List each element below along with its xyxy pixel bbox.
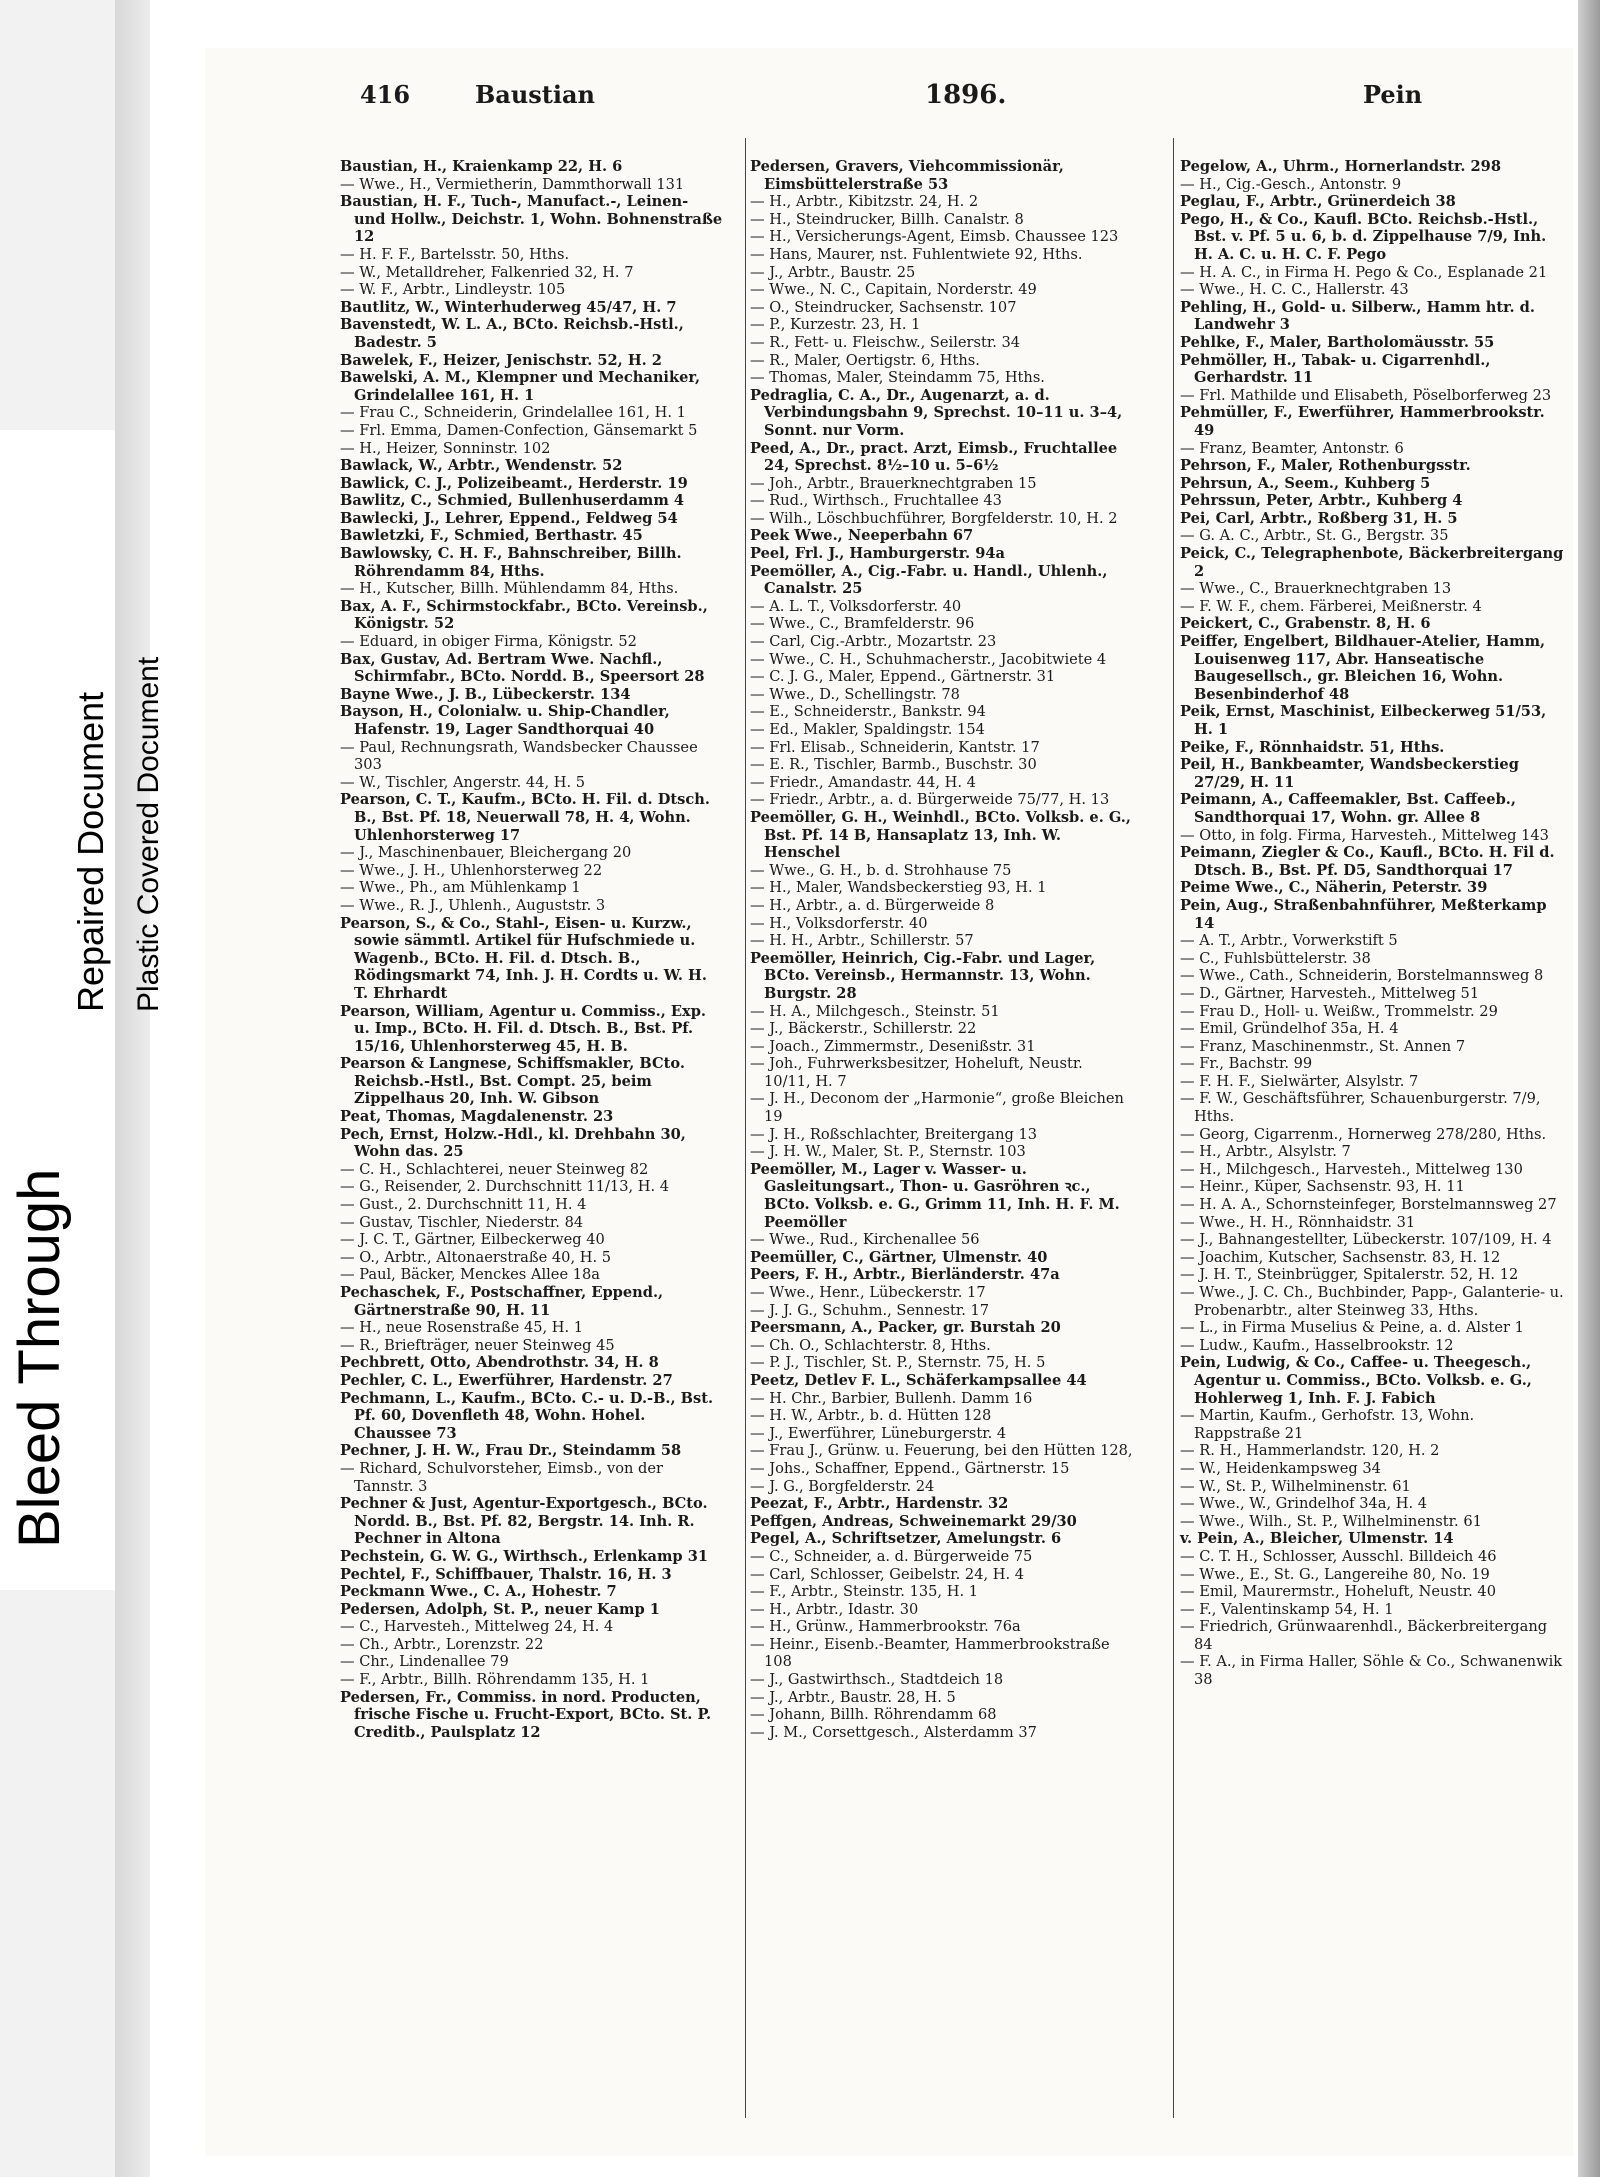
directory-entry: Pehlke, F., Maler, Bartholomäusstr. 55 (1180, 333, 1495, 351)
directory-entry: Bawlitz, C., Schmied, Bullenhuserdamm 4 (340, 492, 685, 510)
directory-entry: — W., St. P., Wilhelminenstr. 61 (1180, 1477, 1411, 1495)
directory-entry: Pech, Ernst, Holzw.-Hdl., kl. Drehbahn 30, Wohn das. 25 (340, 1125, 686, 1161)
directory-entry: — Ch. O., Schlachterstr. 8, Hths. (750, 1336, 991, 1354)
directory-entry: — H., neue Rosenstraße 45, H. 1 (340, 1319, 584, 1337)
right-catchword: Pein (1363, 80, 1423, 109)
directory-entry: Pedersen, Fr., Commiss. in nord. Producten, frische Fische u. Frucht-Export, BCto. St. P. Creditb., Paulsplatz 12 (340, 1688, 712, 1741)
directory-entry: Bavenstedt, W. L. A., BCto. Reichsb.-Hstl., Badestr. 5 (340, 316, 684, 351)
directory-entry: — Frau C., Schneiderin, Grindelallee 161, H. 1 (340, 404, 686, 422)
directory-entry: — Heinr., Eisenb.-Beamter, Hammerbrookstraße 108 (750, 1635, 1110, 1671)
directory-entry: Bawelski, A. M., Klempner und Mechaniker, Grindelallee 161, H. 1 (340, 369, 701, 404)
directory-entry: — Emil, Gründelhof 35a, H. 4 (1180, 1020, 1399, 1038)
directory-entry: — C. J. G., Maler, Eppend., Gärtnerstr. 31 (750, 668, 1056, 686)
directory-entry: — H., Steindrucker, Billh. Canalstr. 8 (750, 210, 1024, 228)
directory-entry: — H. W., Arbtr., b. d. Hütten 128 (750, 1407, 992, 1425)
directory-entry: Pei, Carl, Arbtr., Roßberg 31, H. 5 (1180, 509, 1458, 527)
directory-entry: Bautlitz, W., Winterhuderweg 45/47, H. 7 (340, 298, 677, 316)
directory-entry: — H. Chr., Barbier, Bullenh. Damm 16 (750, 1389, 1033, 1407)
directory-entry: — A. L. T., Volksdorferstr. 40 (750, 597, 962, 615)
directory-entry: Pechler, C. L., Ewerführer, Hardenstr. 27 (340, 1371, 673, 1389)
directory-entry: Pearson, S., & Co., Stahl-, Eisen- u. Kurzw., sowie sämmtl. Artikel für Hufschmiede u. Wagenb., BCto. H. Fil. d. Dtsch. B., Rödingsmarkt 74, Inh. J. H. Cordts u. W. H. T. Ehrhardt (340, 914, 707, 1002)
directory-entry: Bayson, H., Colonialw. u. Ship-Chandler, Hafenstr. 19, Lager Sandthorquai 40 (340, 703, 670, 738)
plastic-cover-edge (115, 0, 150, 2177)
directory-entry: Peimann, A., Caffeemakler, Bst. Caffeeb., Sandthorquai 17, Wohn. gr. Allee 8 (1180, 791, 1516, 826)
directory-entry: — Thomas, Maler, Steindamm 75, Hths. (750, 369, 1045, 387)
directory-entry: — C. H., Schlachterei, neuer Steinweg 82 (340, 1160, 649, 1178)
directory-entry: Peat, Thomas, Magdalenenstr. 23 (340, 1108, 614, 1126)
directory-entry: — C., Harvesteh., Mittelweg 24, H. 4 (340, 1618, 614, 1636)
directory-entry: — Otto, in folg. Firma, Harvesteh., Mittelweg 143 (1180, 826, 1549, 844)
directory-entry: Bawelek, F., Heizer, Jenischstr. 52, H. 2 (340, 351, 662, 369)
directory-entry: — Martin, Kaufm., Gerhofstr. 13, Wohn. Rappstraße 21 (1180, 1407, 1475, 1442)
directory-entry: — J. H., Deconom der „Harmonie“, große Bleichen 19 (750, 1090, 1124, 1126)
directory-entry: Pehmüller, F., Ewerführer, Hammerbrookstr. 49 (1180, 404, 1545, 439)
directory-entry: — Ed., Makler, Spaldingstr. 154 (750, 721, 985, 738)
directory-entry: Peed, A., Dr., pract. Arzt, Eimsb., Fruchtallee 24, Sprechst. 8½–10 u. 5–6½ (750, 439, 1118, 475)
directory-entry: — J., Maschinenbauer, Bleichergang 20 (340, 844, 632, 862)
directory-entry: Peimann, Ziegler & Co., Kaufl., BCto. H. Fil d. Dtsch. B., Bst. Pf. D5, Sandthorquai 17 (1180, 844, 1555, 879)
middle-column (750, 158, 1134, 1741)
directory-entry: — J. H. W., Maler, St. P., Sternstr. 103 (750, 1143, 1026, 1161)
directory-entry: Pechner, J. H. W., Frau Dr., Steindamm 58 (340, 1442, 682, 1460)
directory-entry: — Wwe., C. H., Schuhmacherstr., Jacobitwiete 4 (750, 650, 1107, 668)
directory-entry: — J. J. G., Schuhm., Sennestr. 17 (750, 1301, 990, 1319)
directory-entry: — Carl, Schlosser, Geibelstr. 24, H. 4 (750, 1565, 1025, 1583)
directory-entry: Pearson, C. T., Kaufm., BCto. H. Fil. d. Dtsch. B., Bst. Pf. 18, Neuerwall 78, H. 4, Wohn. Uhlenhorsterweg 17 (340, 791, 710, 844)
directory-entry: Pehmöller, H., Tabak- u. Cigarrenhdl., Gerhardstr. 11 (1180, 351, 1491, 387)
directory-entry: — H., Cig.-Gesch., Antonstr. 9 (1180, 175, 1402, 193)
directory-entry: — J., Arbtr., Baustr. 28, H. 5 (750, 1688, 956, 1706)
page-year: 1896. (925, 80, 1007, 110)
directory-entry: Pehling, H., Gold- u. Silberw., Hamm htr. d. Landwehr 3 (1180, 298, 1535, 334)
directory-entry: — H. H., Arbtr., Schillerstr. 57 (750, 932, 974, 950)
directory-entry: — Joh., Arbtr., Brauerknechtgraben 15 (750, 474, 1037, 492)
directory-entry: — Frl. Emma, Damen-Confection, Gänsemarkt 5 (340, 421, 698, 439)
directory-entry: Peime Wwe., C., Näherin, Peterstr. 39 (1180, 879, 1488, 897)
left-scan-strip (0, 0, 150, 2177)
directory-entry: — Chr., Lindenallee 79 (340, 1653, 509, 1671)
directory-entry: — Rud., Wirthsch., Fruchtallee 43 (750, 492, 1002, 510)
directory-entry: Bayne Wwe., J. B., Lübeckerstr. 134 (340, 685, 631, 703)
left-catchword: Baustian (475, 80, 595, 109)
directory-entry: — Frau D., Holl- u. Weißw., Trommelstr. 29 (1180, 1002, 1498, 1020)
directory-entry: Bax, A. F., Schirmstockfabr., BCto. Vereinsb., Königstr. 52 (340, 597, 708, 633)
directory-entry: — F., Arbtr., Billh. Röhrendamm 135, H. 1 (340, 1671, 650, 1689)
directory-entry: Peil, H., Bankbeamter, Wandsbeckerstieg 27/29, H. 11 (1180, 756, 1519, 791)
directory-entry: — H., Arbtr., Alsylstr. 7 (1180, 1143, 1351, 1161)
directory-entry: — J. H., Roßschlachter, Breitergang 13 (750, 1125, 1038, 1143)
directory-entry: Peemöller, G. H., Weinhdl., BCto. Volksb. e. G., Bst. Pf. 14 B, Hansaplatz 13, Inh. W. Henschel (750, 808, 1131, 862)
directory-entry: — O., Steindrucker, Sachsenstr. 107 (750, 298, 1017, 316)
directory-entry: — Franz, Maschinenmstr., St. Annen 7 (1180, 1037, 1466, 1055)
page-header (205, 70, 1573, 116)
directory-entry: — H., Grünw., Hammerbrookstr. 76a (750, 1618, 1021, 1636)
directory-entry: Pechstein, G. W. G., Wirthsch., Erlenkamp 31 (340, 1547, 709, 1565)
directory-entry: — H. A. A., Schornsteinfeger, Borstelmannsweg 27 (1180, 1196, 1557, 1214)
directory-entry: — R., Briefträger, neuer Steinweg 45 (340, 1336, 615, 1354)
directory-entry: — F., Valentinskamp 54, H. 1 (1180, 1600, 1394, 1618)
directory-entry: Bawletzki, F., Schmied, Berthastr. 45 (340, 527, 643, 545)
directory-entry: Pearson, William, Agentur u. Commiss., Exp. u. Imp., BCto. H. Fil. d. Dtsch. B., Bst. Pf. 15/16, Uhlenhorsterweg 45, H. B. (340, 1002, 706, 1055)
directory-entry: Pegel, A., Schriftsetzer, Amelungstr. 6 (750, 1530, 1062, 1548)
directory-entry: — E. R., Tischler, Barmb., Buschstr. 30 (750, 756, 1037, 774)
directory-entry: — H. A. C., in Firma H. Pego & Co., Esplanade 21 (1180, 263, 1548, 281)
repaired-document-label: Repaired Document (70, 691, 111, 1012)
directory-entry: Pechaschek, F., Postschaffner, Eppend., Gärtnerstraße 90, H. 11 (340, 1284, 664, 1319)
directory-entry: Bawlecki, J., Lehrer, Eppend., Feldweg 54 (340, 509, 678, 527)
directory-entry: — W., Metalldreher, Falkenried 32, H. 7 (340, 263, 634, 281)
directory-entry: Bawlack, W., Arbtr., Wendenstr. 52 (340, 457, 623, 475)
left-column (340, 158, 724, 1741)
directory-entry: — Eduard, in obiger Firma, Königstr. 52 (340, 633, 637, 651)
directory-entry: Baustian, H., Kraienkamp 22, H. 6 (340, 158, 623, 175)
directory-entry: — Wwe., H. C. C., Hallerstr. 43 (1180, 281, 1409, 299)
directory-entry: — Joachim, Kutscher, Sachsenstr. 83, H. 12 (1180, 1248, 1501, 1266)
directory-entry: Peckmann Wwe., C. A., Hohestr. 7 (340, 1583, 617, 1601)
directory-entry: — L., in Firma Muselius & Peine, a. d. Alster 1 (1180, 1319, 1524, 1337)
directory-entry: — C. T. H., Schlosser, Ausschl. Billdeich 46 (1180, 1547, 1497, 1565)
directory-entry: — W. F., Arbtr., Lindleystr. 105 (340, 281, 566, 299)
directory-entry: — H., Arbtr., a. d. Bürgerweide 8 (750, 896, 995, 914)
directory-entry: — J. C. T., Gärtner, Eilbeckerweg 40 (340, 1231, 605, 1249)
directory-entry: — Heinr., Küper, Sachsenstr. 93, H. 11 (1180, 1178, 1465, 1196)
directory-entry: — H., Kutscher, Billh. Mühlendamm 84, Hths. (340, 580, 679, 598)
directory-entry: — R., Fett- u. Fleischw., Seilerstr. 34 (750, 333, 1021, 351)
directory-entry: — D., Gärtner, Harvesteh., Mittelweg 51 (1180, 984, 1480, 1002)
directory-entry: — J., Bahnangestellter, Lübeckerstr. 107/109, H. 4 (1180, 1231, 1552, 1249)
directory-entry: — H., Heizer, Sonninstr. 102 (340, 439, 551, 457)
directory-entry: Peemöller, A., Cig.-Fabr. u. Handl., Uhlenh., Canalstr. 25 (750, 562, 1108, 598)
directory-entry: — Wilh., Löschbuchführer, Borgfelderstr. 10, H. 2 (750, 509, 1118, 527)
directory-entry: Pechbrett, Otto, Abendrothstr. 34, H. 8 (340, 1354, 659, 1372)
directory-entry: — Friedr., Arbtr., a. d. Bürgerweide 75/77, H. 13 (750, 791, 1110, 809)
directory-entry: Peetz, Detlev F. L., Schäferkampsallee 44 (750, 1371, 1087, 1389)
directory-entry: Peersmann, A., Packer, gr. Burstah 20 (750, 1319, 1061, 1337)
right-column (1180, 158, 1564, 1689)
directory-entry: — Wwe., J. H., Uhlenhorsterweg 22 (340, 861, 603, 879)
directory-entry: — C., Schneider, a. d. Bürgerweide 75 (750, 1547, 1033, 1565)
directory-entry: — F. W., Geschäftsführer, Schauenburgerstr. 7/9, Hths. (1180, 1090, 1541, 1126)
directory-entry: Pego, H., & Co., Kaufl. BCto. Reichsb.-Hstl., Bst. v. Pf. 5 u. 6, b. d. Zippelhause 7/9, Inh. H. A. C. u. H. C. F. Pego (1180, 210, 1547, 263)
directory-entry: — Joach., Zimmermstr., Desenißstr. 31 (750, 1037, 1036, 1055)
directory-entry: Pedraglia, C. A., Dr., Augenarzt, a. d. Verbindungsbahn 9, Sprechst. 10–11 u. 3–4, Sonnt. nur Vorm. (750, 386, 1123, 439)
directory-entry: — Frl. Mathilde und Elisabeth, Pöselborferweg 23 (1180, 386, 1552, 404)
directory-entry: — Wwe., Cath., Schneiderin, Borstelmannsweg 8 (1180, 967, 1544, 985)
directory-entry: — Friedr., Amandastr. 44, H. 4 (750, 773, 976, 791)
directory-entry: — R. H., Hammerlandstr. 120, H. 2 (1180, 1442, 1440, 1460)
directory-entry: Pechtel, F., Schiffbauer, Thalstr. 16, H. 3 (340, 1565, 672, 1583)
directory-entry: — F. W. F., chem. Färberei, Meißnerstr. 4 (1180, 597, 1482, 615)
directory-entry: — R., Maler, Oertigstr. 6, Hths. (750, 351, 980, 369)
directory-entry: — P. J., Tischler, St. P., Sternstr. 75, H. 5 (750, 1354, 1046, 1372)
directory-entry: — H., Milchgesch., Harvesteh., Mittelweg 130 (1180, 1160, 1523, 1178)
directory-entry: — H. F. F., Bartelsstr. 50, Hths. (340, 245, 570, 263)
directory-entry: Pedersen, Adolph, St. P., neuer Kamp 1 (340, 1600, 660, 1618)
directory-entry: Pein, Aug., Straßenbahnführer, Meßterkamp 14 (1180, 896, 1547, 932)
directory-entry: — H., Arbtr., Kibitzstr. 24, H. 2 (750, 193, 979, 211)
directory-entry: — J., Bäckerstr., Schillerstr. 22 (750, 1020, 977, 1038)
directory-entry: Pedersen, Gravers, Viehcommissionär, Eimsbüttelerstraße 53 (750, 158, 1064, 193)
directory-entry: — H., Maler, Wandsbeckerstieg 93, H. 1 (750, 879, 1047, 897)
directory-entry: — Frau J., Grünw. u. Feuerung, bei den Hütten 128, (750, 1442, 1133, 1460)
directory-entry: — Wwe., C., Bramfelderstr. 96 (750, 615, 975, 633)
directory-entry: — Gustav, Tischler, Niederstr. 84 (340, 1213, 584, 1231)
directory-entry: — Richard, Schulvorsteher, Eimsb., von der Tannstr. 3 (340, 1459, 664, 1495)
directory-entry: — Carl, Cig.-Arbtr., Mozartstr. 23 (750, 633, 997, 651)
directory-entry: — Georg, Cigarrenm., Hornerweg 278/280, Hths. (1180, 1125, 1547, 1143)
directory-entry: — Johann, Billh. Röhrendamm 68 (750, 1706, 997, 1724)
directory-entry: Peffgen, Andreas, Schweinemarkt 29/30 (750, 1512, 1077, 1530)
directory-entry: — W., Heidenkampsweg 34 (1180, 1459, 1381, 1477)
directory-entry: — Hans, Maurer, nst. Fuhlentwiete 92, Hths. (750, 245, 1083, 263)
directory-entry: — Wwe., H., Vermietherin, Dammthorwall 131 (340, 175, 685, 193)
directory-entry: — Gust., 2. Durchschnitt 11, H. 4 (340, 1196, 587, 1214)
directory-entry: — F., Arbtr., Steinstr. 135, H. 1 (750, 1583, 979, 1601)
directory-entry: — Wwe., Ph., am Mühlenkamp 1 (340, 879, 581, 897)
directory-entry: — G., Reisender, 2. Durchschnitt 11/13, H. 4 (340, 1178, 670, 1196)
column-rule (745, 138, 746, 2118)
directory-entry: Pegelow, A., Uhrm., Hornerlandstr. 298 (1180, 158, 1501, 175)
column-rule (1173, 138, 1174, 2118)
directory-entry: — H., Volksdorferstr. 40 (750, 914, 928, 932)
directory-entry: — Wwe., N. C., Capitain, Norderstr. 49 (750, 281, 1037, 299)
directory-entry: — H. A., Milchgesch., Steinstr. 51 (750, 1002, 1000, 1020)
directory-entry: Peers, F. H., Arbtr., Bierländerstr. 47a (750, 1266, 1060, 1284)
directory-entry: Peick, C., Telegraphenbote, Bäckerbreitergang 2 (1180, 545, 1564, 580)
directory-entry: — G. A. C., Arbtr., St. G., Bergstr. 35 (1180, 527, 1449, 545)
directory-entry: — Joh., Fuhrwerksbesitzer, Hoheluft, Neustr. 10/11, H. 7 (750, 1055, 1083, 1090)
directory-entry: — Wwe., J. C. Ch., Buchbinder, Papp-, Galanterie- u. Probenarbtr., alter Steinweg 33, Hths. (1180, 1284, 1564, 1319)
directory-entry: — Paul, Rechnungsrath, Wandsbecker Chaussee 303 (340, 738, 698, 774)
directory-entry: Bawlick, C. J., Polizeibeamt., Herderstr. 19 (340, 474, 688, 492)
directory-entry: — Wwe., W., Grindelhof 34a, H. 4 (1180, 1495, 1428, 1513)
directory-entry: Peglau, F., Arbtr., Grünerdeich 38 (1180, 193, 1456, 211)
directory-entry: — J., Gastwirthsch., Stadtdeich 18 (750, 1671, 1004, 1689)
directory-entry: — Wwe., Rud., Kirchenallee 56 (750, 1231, 980, 1249)
directory-entry: — Wwe., H. H., Rönnhaidstr. 31 (1180, 1213, 1416, 1231)
directory-entry: Pechner & Just, Agentur-Exportgesch., BCto. Nordd. B., Bst. Pf. 82, Bergstr. 14. Inh. R. Pechner in Altona (340, 1495, 708, 1548)
directory-entry: — J., Arbtr., Baustr. 25 (750, 263, 916, 281)
directory-entry: — H., Versicherungs-Agent, Eimsb. Chaussee 123 (750, 228, 1119, 246)
directory-entry: — F. A., in Firma Haller, Söhle & Co., Schwanenwik 38 (1180, 1653, 1563, 1689)
directory-entry: Pechmann, L., Kaufm., BCto. C.- u. D.-B., Bst. Pf. 60, Dovenfleth 48, Wohn. Hohel. Chaussee 73 (340, 1389, 714, 1442)
directory-entry: Peemüller, C., Gärtner, Ulmenstr. 40 (750, 1248, 1048, 1266)
plastic-covered-document-label: Plastic Covered Document (132, 656, 165, 1012)
directory-entry: Peike, F., Rönnhaidstr. 51, Hths. (1180, 738, 1445, 756)
directory-entry: — Fr., Bachstr. 99 (1180, 1055, 1313, 1073)
directory-entry: Pein, Ludwig, & Co., Caffee- u. Theegesch., Agentur u. Commiss., BCto. Volksb. e. G., Hohlerweg 1, Inh. F. J. Fabich (1180, 1354, 1532, 1407)
directory-entry: Bax, Gustav, Ad. Bertram Wwe. Nachfl., Schirmfabr., BCto. Nordd. B., Speersort 28 (340, 650, 705, 686)
directory-entry: — W., Tischler, Angerstr. 44, H. 5 (340, 773, 586, 791)
directory-entry: Peickert, C., Grabenstr. 8, H. 6 (1180, 615, 1431, 633)
directory-entry: Peel, Frl. J., Hamburgerstr. 94a (750, 545, 1005, 563)
directory-entry: — Ludw., Kaufm., Hasselbrookstr. 12 (1180, 1336, 1454, 1354)
directory-entry: — Wwe., D., Schellingstr. 78 (750, 685, 960, 703)
directory-entry: — P., Kurzestr. 23, H. 1 (750, 316, 921, 334)
directory-entry: — Paul, Bäcker, Menckes Allee 18a (340, 1266, 600, 1284)
directory-entry: — H., Arbtr., Idastr. 30 (750, 1600, 919, 1618)
directory-entry: — J. H. T., Steinbrügger, Spitalerstr. 52, H. 12 (1180, 1266, 1519, 1284)
directory-entry: Peemöller, Heinrich, Cig.-Fabr. und Lager, BCto. Vereinsb., Hermannstr. 13, Wohn. Burgstr. 28 (750, 949, 1096, 1002)
bleed-through-label: Bleed Through (7, 1168, 72, 1548)
directory-entry: — Wwe., G. H., b. d. Strohhause 75 (750, 861, 1012, 879)
directory-entry: — Frl. Elisab., Schneiderin, Kantstr. 17 (750, 738, 1040, 756)
directory-entry: — Wwe., E., St. G., Langereihe 80, No. 19 (1180, 1565, 1490, 1583)
directory-entry: — Friedrich, Grünwaarenhdl., Bäckerbreitergang 84 (1180, 1618, 1548, 1653)
directory-entry: — Emil, Maurermstr., Hoheluft, Neustr. 40 (1180, 1583, 1496, 1601)
directory-entry: — A. T., Arbtr., Vorwerkstift 5 (1180, 932, 1398, 950)
directory-entry: — Wwe., C., Brauerknechtgraben 13 (1180, 580, 1452, 598)
directory-entry: — Wwe., R. J., Uhlenh., Auguststr. 3 (340, 896, 606, 914)
directory-entry: Pehrsun, A., Seem., Kuhberg 5 (1180, 474, 1431, 492)
directory-entry: Peik, Ernst, Maschinist, Eilbeckerweg 51/53, H. 1 (1180, 703, 1547, 738)
directory-entry: — Johs., Schaffner, Eppend., Gärtnerstr. 15 (750, 1459, 1070, 1477)
directory-entry: — Ch., Arbtr., Lorenzstr. 22 (340, 1635, 544, 1653)
directory-entry: Pearson & Langnese, Schiffsmakler, BCto. Reichsb.-Hstl., Bst. Compt. 25, beim Zippelhaus 20, Inh. W. Gibson (340, 1055, 685, 1108)
directory-entry: — Wwe., Wilh., St. P., Wilhelminenstr. 61 (1180, 1512, 1482, 1530)
directory-entry: — Wwe., Henr., Lübeckerstr. 17 (750, 1284, 986, 1301)
directory-entry: Pehrson, F., Maler, Rothenburgsstr. (1180, 457, 1471, 475)
directory-entry: — F. H. F., Sielwärter, Alsylstr. 7 (1180, 1072, 1419, 1090)
directory-entry: — C., Fuhlsbüttelerstr. 38 (1180, 949, 1371, 967)
directory-entry: — J. M., Corsettgesch., Alsterdamm 37 (750, 1723, 1037, 1741)
directory-entry: Pehrssun, Peter, Arbtr., Kuhberg 4 (1180, 492, 1463, 510)
directory-entry: — J., Ewerführer, Lüneburgerstr. 4 (750, 1424, 1007, 1442)
directory-entry: Peemöller, M., Lager v. Wasser- u. Gasleitungsart., Thon- u. Gasröhren ꝛc., BCto. Volksb. e. G., Grimm 11, Inh. H. F. M. Peemöller (750, 1160, 1120, 1231)
directory-entry: — Franz, Beamter, Antonstr. 6 (1180, 439, 1404, 457)
directory-entry: Peek Wwe., Neeperbahn 67 (750, 527, 974, 545)
directory-entry: — O., Arbtr., Altonaerstraße 40, H. 5 (340, 1248, 612, 1266)
directory-entry: Peezat, F., Arbtr., Hardenstr. 32 (750, 1495, 1009, 1513)
page-right-edge (1578, 0, 1600, 2177)
directory-entry: — J. G., Borgfelderstr. 24 (750, 1477, 935, 1495)
directory-entry: Peiffer, Engelbert, Bildhauer-Atelier, Hamm, Louisenweg 117, Abr. Hanseatische Baugesellsch., gr. Bleichen 16, Wohn. Besenbinderhof 48 (1180, 633, 1546, 703)
page-number: 416 (360, 80, 411, 109)
directory-entry: Bawlowsky, C. H. F., Bahnschreiber, Billh. Röhrendamm 84, Hths. (340, 545, 682, 580)
directory-page (205, 48, 1573, 2156)
directory-entry: — E., Schneiderstr., Bankstr. 94 (750, 703, 986, 721)
directory-entry: v. Pein, A., Bleicher, Ulmenstr. 14 (1180, 1530, 1454, 1548)
directory-entry: Baustian, H. F., Tuch-, Manufact.-, Leinen- und Hollw., Deichstr. 1, Wohn. Bohnenstraße 12 (340, 193, 723, 246)
